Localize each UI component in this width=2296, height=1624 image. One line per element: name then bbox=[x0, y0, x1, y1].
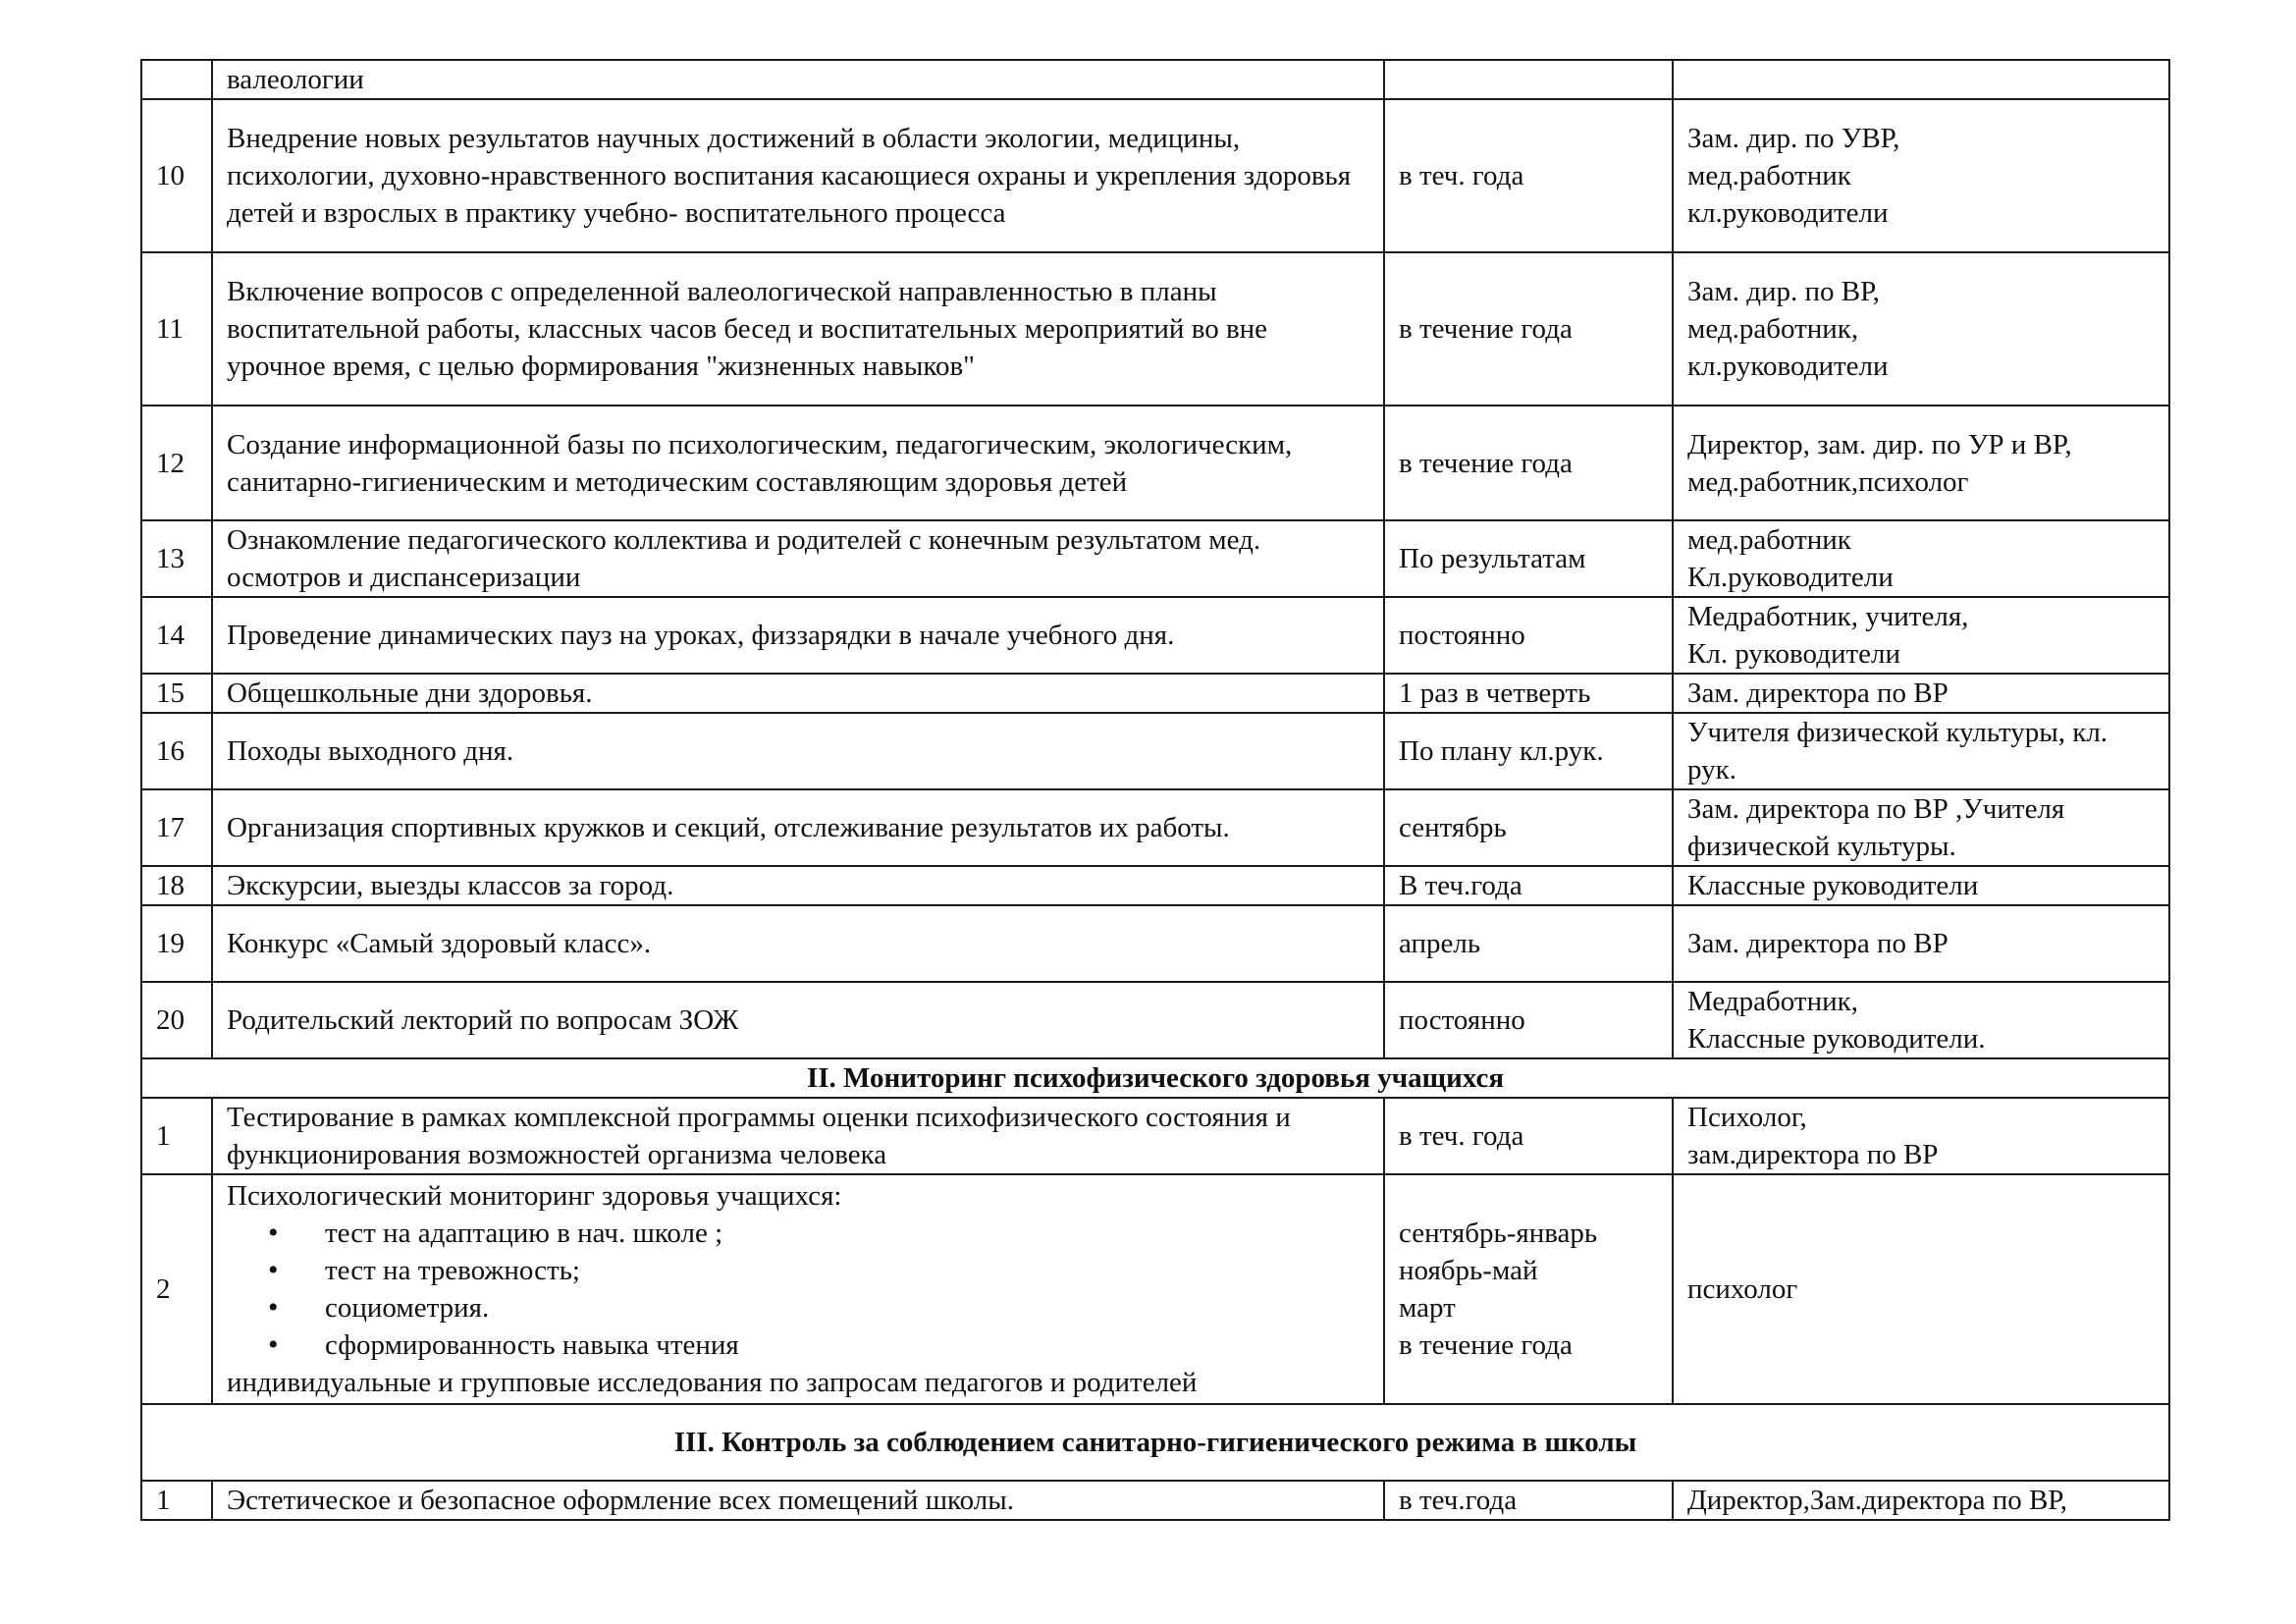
time-cell: апрель bbox=[1384, 905, 1673, 982]
list-item: • тест на адаптацию в нач. школе ; bbox=[311, 1215, 1369, 1252]
responsible-cell: Учителя физической культуры, кл. рук. bbox=[1673, 713, 2169, 789]
activity-cell: Проведение динамических пауз на уроках, физзарядки в начале учебного дня. bbox=[212, 597, 1384, 674]
time-cell: в теч.года bbox=[1384, 1481, 1673, 1520]
responsible-cell: Медработник, Классные руководители. bbox=[1673, 982, 2169, 1058]
time-cell: По результатам bbox=[1384, 520, 1673, 597]
table-row bbox=[141, 789, 2169, 866]
row-number: 17 bbox=[141, 789, 212, 866]
list-item: • сформированность навыка чтения bbox=[311, 1326, 1369, 1364]
responsible-cell: мед.работник Кл.руководители bbox=[1673, 520, 2169, 597]
responsible-cell bbox=[1673, 60, 2169, 99]
table-row bbox=[141, 1098, 2169, 1174]
time-cell: По плану кл.рук. bbox=[1384, 713, 1673, 789]
table-row bbox=[141, 99, 2169, 252]
table-row bbox=[141, 1174, 2169, 1404]
test-list bbox=[227, 1215, 1369, 1364]
row-number: 15 bbox=[141, 674, 212, 713]
activity-cell: Создание информационной базы по психологическим, педагогическим, экологическим, санитарно-гигиеническим и методическим составляющим здоровья детей bbox=[212, 406, 1384, 520]
activity-cell: Эстетическое и безопасное оформление всех помещений школы. bbox=[212, 1481, 1384, 1520]
activity-cell: Включение вопросов с определенной валеологической направленностью в планы воспитательной работы, классных часов бесед и воспитательных мероприятий во вне урочное время, с целью формирования "жизненных навыков" bbox=[212, 252, 1384, 406]
document-page bbox=[140, 59, 2168, 1521]
responsible-cell: Зам. дир. по ВР, мед.работник, кл.руководители bbox=[1673, 252, 2169, 406]
row-number: 12 bbox=[141, 406, 212, 520]
responsible-cell: психолог bbox=[1673, 1174, 2169, 1404]
time-cell: сентябрь bbox=[1384, 789, 1673, 866]
responsible-cell: Директор,Зам.директора по ВР, bbox=[1673, 1481, 2169, 1520]
list-item: • тест на тревожность; bbox=[311, 1252, 1369, 1289]
table-row bbox=[141, 252, 2169, 406]
section-heading-row bbox=[141, 1058, 2169, 1098]
table-row bbox=[141, 674, 2169, 713]
table-row bbox=[141, 866, 2169, 905]
list-item: • социометрия. bbox=[311, 1289, 1369, 1326]
section-title: II. Мониторинг психофизического здоровья учащихся bbox=[141, 1058, 2169, 1098]
table-row bbox=[141, 60, 2169, 99]
time-cell: в течение года bbox=[1384, 406, 1673, 520]
activity-cell: Походы выходного дня. bbox=[212, 713, 1384, 789]
responsible-cell: Зам. дир. по УВР, мед.работник кл.руководители bbox=[1673, 99, 2169, 252]
table-row bbox=[141, 1481, 2169, 1520]
table-row bbox=[141, 713, 2169, 789]
row-number: 19 bbox=[141, 905, 212, 982]
time-cell: В теч.года bbox=[1384, 866, 1673, 905]
table-row bbox=[141, 597, 2169, 674]
row-number: 16 bbox=[141, 713, 212, 789]
activity-cell: Конкурс «Самый здоровый класс». bbox=[212, 905, 1384, 982]
activity-cell: Общешкольные дни здоровья. bbox=[212, 674, 1384, 713]
row-number: 14 bbox=[141, 597, 212, 674]
row-number: 1 bbox=[141, 1098, 212, 1174]
table-row bbox=[141, 520, 2169, 597]
activity-cell: Экскурсии, выезды классов за город. bbox=[212, 866, 1384, 905]
table-row bbox=[141, 406, 2169, 520]
activity-cell: Родительский лекторий по вопросам ЗОЖ bbox=[212, 982, 1384, 1058]
responsible-cell: Директор, зам. дир. по УР и ВР, мед.работник,психолог bbox=[1673, 406, 2169, 520]
plan-table bbox=[140, 59, 2170, 1521]
activity-cell bbox=[212, 1174, 1384, 1404]
activity-cell: валеологии bbox=[212, 60, 1384, 99]
responsible-cell: Зам. директора по ВР ,Учителя физической культуры. bbox=[1673, 789, 2169, 866]
table-row bbox=[141, 982, 2169, 1058]
responsible-cell: Психолог, зам.директора по ВР bbox=[1673, 1098, 2169, 1174]
section-heading-row bbox=[141, 1404, 2169, 1481]
time-cell: 1 раз в четверть bbox=[1384, 674, 1673, 713]
activity-intro: Психологический мониторинг здоровья учащихся: bbox=[227, 1180, 842, 1212]
row-number: 1 bbox=[141, 1481, 212, 1520]
row-number: 20 bbox=[141, 982, 212, 1058]
row-number: 11 bbox=[141, 252, 212, 406]
table-body bbox=[141, 60, 2169, 1520]
row-number: 13 bbox=[141, 520, 212, 597]
activity-outro: индивидуальные и групповые исследования по запросам педагогов и родителей bbox=[227, 1367, 1198, 1398]
activity-cell: Тестирование в рамках комплексной программы оценки психофизического состояния и функционирования возможностей организма человека bbox=[212, 1098, 1384, 1174]
time-cell: в течение года bbox=[1384, 252, 1673, 406]
responsible-cell: Классные руководители bbox=[1673, 866, 2169, 905]
activity-cell: Внедрение новых результатов научных достижений в области экологии, медицины, психологии, духовно-нравственного воспитания касающиеся охраны и укрепления здоровья детей и взрослых в практику учебно- воспитательного процесса bbox=[212, 99, 1384, 252]
responsible-cell: Зам. директора по ВР bbox=[1673, 674, 2169, 713]
time-cell: постоянно bbox=[1384, 597, 1673, 674]
time-cell bbox=[1384, 60, 1673, 99]
section-title: III. Контроль за соблюдением санитарно-гигиенического режима в школы bbox=[141, 1404, 2169, 1481]
time-cell: постоянно bbox=[1384, 982, 1673, 1058]
time-cell: сентябрь-январь ноябрь-май март в течение года bbox=[1384, 1174, 1673, 1404]
time-cell: в теч. года bbox=[1384, 1098, 1673, 1174]
responsible-cell: Медработник, учителя, Кл. руководители bbox=[1673, 597, 2169, 674]
row-number bbox=[141, 60, 212, 99]
row-number: 2 bbox=[141, 1174, 212, 1404]
activity-cell: Организация спортивных кружков и секций, отслеживание результатов их работы. bbox=[212, 789, 1384, 866]
activity-cell: Ознакомление педагогического коллектива и родителей с конечным результатом мед. осмотров и диспансеризации bbox=[212, 520, 1384, 597]
time-cell: в теч. года bbox=[1384, 99, 1673, 252]
table-row bbox=[141, 905, 2169, 982]
row-number: 18 bbox=[141, 866, 212, 905]
row-number: 10 bbox=[141, 99, 212, 252]
responsible-cell: Зам. директора по ВР bbox=[1673, 905, 2169, 982]
